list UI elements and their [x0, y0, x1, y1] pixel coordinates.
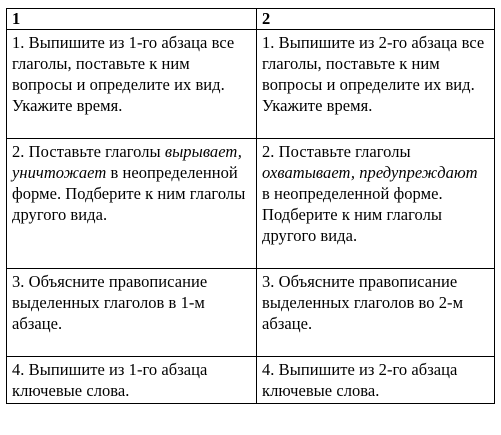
task-2-variant-1-suffix: в неопределенной форме. Подберите к ним глаголы другого вида.: [12, 163, 246, 224]
table-row: [7, 269, 495, 357]
task-1-variant-2: 1. Выпишите из 2-го абзаца все глаголы, поставьте к ним вопросы и определите их вид. Укажите время.: [257, 30, 495, 139]
task-2-variant-2-verbs: охватывает, предупреждают: [262, 163, 478, 182]
task-3-variant-1: 3. Объясните правописание выделенных глаголов в 1-м абзаце.: [7, 269, 257, 357]
task-2-variant-1: [7, 139, 257, 269]
table-header-row: [7, 9, 495, 30]
task-2-variant-2-suffix: в неопределенной форме. Подберите к ним глаголы другого вида.: [262, 184, 443, 245]
task-2-variant-1-prefix: 2. Поставьте глаголы: [12, 142, 165, 161]
table-row: [7, 357, 495, 404]
task-4-variant-1: 4. Выпишите из 1-го абзаца ключевые слова.: [7, 357, 257, 404]
task-1-variant-1: 1. Выпишите из 1-го абзаца все глаголы, поставьте к ним вопросы и определите их вид. Укажите время.: [7, 30, 257, 139]
assignment-table: [6, 8, 495, 404]
column-header-1: 1: [7, 9, 257, 30]
task-2-variant-2-prefix: 2. Поставьте глаголы: [262, 142, 411, 161]
table-row: [7, 30, 495, 139]
task-2-variant-2: [257, 139, 495, 269]
task-2-variant-1-verbs: вырывает, уничтожает: [12, 142, 242, 182]
task-4-variant-2: 4. Выпишите из 2-го абзаца ключевые слова.: [257, 357, 495, 404]
table-row: [7, 139, 495, 269]
task-3-variant-2: 3. Объясните правописание выделенных глаголов во 2-м абзаце.: [257, 269, 495, 357]
column-header-2: 2: [257, 9, 495, 30]
